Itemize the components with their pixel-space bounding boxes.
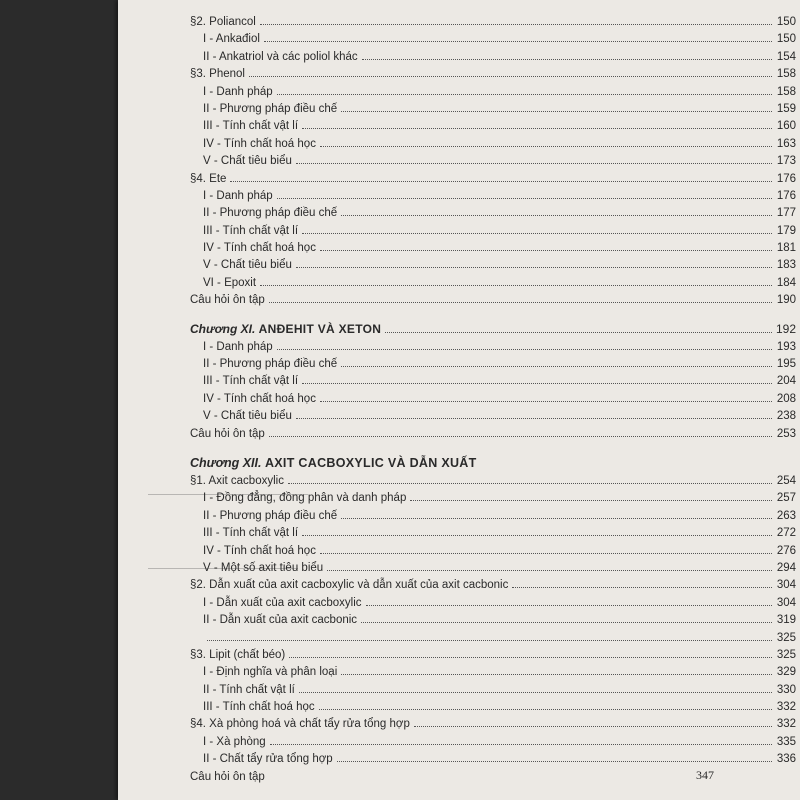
toc-entry-label: V - Chất tiêu biểu: [203, 155, 292, 168]
toc-entry-label: V - Chất tiêu biểu: [203, 259, 292, 272]
toc-subsection-entry: [190, 31, 796, 48]
toc-dot-leader: [269, 301, 772, 303]
toc-entry-label: III - Tính chất hoá học: [203, 701, 315, 714]
toc-dot-leader: [327, 569, 772, 571]
toc-dot-leader: [302, 127, 772, 129]
toc-dot-leader: [207, 639, 772, 641]
toc-subsection-entry: [190, 699, 796, 716]
toc-page-number: 173: [776, 155, 796, 168]
toc-dot-leader: [341, 110, 772, 112]
toc-subsection-entry: [190, 339, 796, 356]
toc-entry-label: Câu hỏi ôn tập: [190, 770, 265, 783]
toc-dot-leader: [288, 482, 772, 484]
toc-subsection-entry: [190, 240, 796, 257]
toc-page-number: 257: [776, 492, 796, 505]
toc-entry-label: II - Ankatriol và các poliol khác: [203, 50, 358, 63]
toc-page-number: 336: [776, 753, 796, 766]
toc-entry-label: §2. Dẫn xuất của axit cacboxylic và dẫn xuất của axit cacbonic: [190, 579, 509, 592]
toc-page-number: 183: [776, 259, 796, 272]
toc-entry-label: III - Tính chất vật lí: [203, 527, 299, 540]
toc-page-number: 238: [776, 410, 796, 423]
toc-page-number: 330: [776, 683, 796, 696]
toc-dot-leader: [277, 197, 772, 199]
toc-dot-leader: [320, 145, 772, 147]
toc-subsection-entry: [190, 391, 796, 408]
toc-entry-label: §3. Phenol: [190, 68, 245, 81]
toc-chapter-label: [190, 319, 385, 339]
toc-section-entry: [190, 292, 796, 309]
toc-page-number: 190: [776, 294, 796, 307]
toc-entry-label: II - Phương pháp điều chế: [203, 509, 338, 522]
toc-dot-leader: [296, 162, 772, 164]
toc-dot-leader: [320, 249, 772, 251]
book-page: [118, 0, 800, 800]
toc-entry-label: IV - Tính chất hoá học: [203, 137, 316, 150]
toc-entry-label: §4. Ete: [190, 172, 227, 185]
toc-dot-leader: [302, 534, 772, 536]
toc-dot-leader: [337, 760, 772, 762]
toc-entry-label: §3. Lipit (chất béo): [190, 648, 286, 661]
toc-section-entry: [190, 66, 796, 83]
toc-page-number: 294: [776, 561, 796, 574]
toc-subsection-entry: [190, 84, 796, 101]
toc-page-number: 332: [776, 701, 796, 714]
toc-entry-label: I - Đồng đẳng, đồng phân và danh pháp: [203, 492, 407, 505]
toc-section-entry: [190, 647, 796, 664]
toc-page-number: 332: [776, 718, 796, 731]
toc-page-number: 158: [776, 85, 796, 98]
toc-page-number: 193: [776, 340, 796, 353]
toc-dot-leader: [385, 331, 772, 333]
toc-dot-leader: [362, 58, 772, 60]
toc-dot-leader: [366, 604, 772, 606]
toc-dot-leader: [230, 180, 772, 182]
toc-subsection-entry: [190, 136, 796, 153]
toc-subsection-entry: [190, 543, 796, 560]
toc-entry-label: §1. Axit cacboxylic: [190, 474, 284, 487]
toc-entry-label: IV - Tính chất hoá học: [203, 544, 316, 557]
toc-entry-label: Câu hỏi ôn tập: [190, 294, 265, 307]
toc-dot-leader: [341, 517, 772, 519]
toc-dot-leader: [296, 417, 772, 419]
toc-page-number: 150: [776, 16, 796, 28]
toc-page-number: 276: [776, 544, 796, 557]
toc-entry-label: V - Một số axit tiêu biểu: [203, 561, 324, 574]
toc-chapter-number: Chương XII.: [190, 455, 262, 470]
toc-section-entry: [190, 473, 796, 490]
toc-subsection-entry: [190, 49, 796, 66]
toc-subsection-entry: [190, 188, 796, 205]
toc-page-number: 204: [776, 375, 796, 388]
toc-chapter-heading: [190, 453, 796, 473]
toc-subsection-entry: [190, 612, 796, 629]
toc-page-number: 263: [776, 509, 796, 522]
toc-page-number: 208: [776, 392, 796, 405]
toc-dot-leader: [264, 40, 772, 42]
toc-dot-leader: [361, 621, 772, 623]
toc-chapter-title: AXIT CACBOXYLIC VÀ DẪN XUẤT: [264, 455, 477, 470]
toc-page-number: 163: [776, 137, 796, 150]
toc-dot-leader: [269, 435, 772, 437]
toc-page-number: 159: [776, 102, 796, 115]
toc-subsection-entry: [190, 595, 796, 612]
toc-dot-leader: [296, 266, 772, 268]
toc-section-entry: [190, 14, 796, 31]
toc-page-number: 325: [776, 648, 796, 661]
toc-page-number: 176: [776, 189, 796, 202]
toc-page-number: 195: [776, 358, 796, 371]
toc-page-number: 181: [776, 242, 796, 255]
toc-entry-label: V - Chất tiêu biểu: [203, 410, 292, 423]
toc-subsection-entry: [190, 101, 796, 118]
toc-subsection-entry: [190, 682, 796, 699]
toc-page-number: 154: [776, 50, 796, 63]
table-of-contents: [190, 14, 796, 786]
toc-entry-label: III - Tính chất vật lí: [203, 375, 299, 388]
toc-entry-label: II - Dẫn xuất của axit cacbonic: [203, 614, 358, 627]
toc-chapter-number: Chương XI.: [190, 321, 256, 336]
toc-entry-label: II - Phương pháp điều chế: [203, 358, 338, 371]
toc-subsection-entry: [190, 205, 796, 222]
toc-entry-label: II - Tính chất vật lí: [203, 683, 295, 696]
toc-subsection-entry: [190, 751, 796, 768]
toc-entry-label: II - Phương pháp điều chế: [203, 102, 338, 115]
toc-section-entry: [190, 426, 796, 443]
toc-page-number: 184: [776, 276, 796, 289]
toc-dot-leader: [512, 586, 772, 588]
toc-entry-label: I - Định nghĩa và phân loại: [203, 666, 338, 679]
toc-subsection-entry: [190, 525, 796, 542]
toc-dot-leader: [302, 232, 772, 234]
toc-page-number: 192: [775, 321, 796, 336]
toc-entry-label: I - Dẫn xuất của axit cacboxylic: [203, 596, 362, 609]
toc-entry-label: I - Xà phòng: [203, 735, 266, 748]
toc-dot-leader: [299, 691, 772, 693]
toc-subsection-entry: [190, 490, 796, 507]
toc-dot-leader: [341, 673, 772, 675]
toc-dot-leader: [260, 23, 772, 25]
toc-entry-label: I - Danh pháp: [203, 340, 273, 353]
toc-dot-leader: [319, 708, 772, 710]
toc-subsection-entry: [190, 118, 796, 135]
toc-page-number: 304: [776, 579, 796, 592]
toc-subsection-entry: [190, 630, 796, 647]
toc-entry-label: §4. Xà phòng hoá và chất tẩy rửa tổng hợp: [190, 718, 410, 731]
toc-dot-leader: [270, 743, 772, 745]
toc-dot-leader: [320, 552, 772, 554]
toc-entry-label: Câu hỏi ôn tập: [190, 427, 265, 440]
toc-entry-label: II - Phương pháp điều chế: [203, 207, 338, 220]
toc-subsection-entry: [190, 223, 796, 240]
toc-dot-leader: [341, 214, 772, 216]
toc-subsection-entry: [190, 734, 796, 751]
toc-subsection-entry: [190, 560, 796, 577]
toc-dot-leader: [277, 93, 772, 95]
toc-subsection-entry: [190, 275, 796, 292]
toc-entry-label: I - Danh pháp: [203, 85, 273, 98]
toc-page-number: 329: [776, 666, 796, 679]
toc-section-entry: [190, 716, 796, 733]
toc-page-number: 158: [776, 68, 796, 81]
toc-entry-label: IV - Tính chất hoá học: [203, 392, 316, 405]
toc-subsection-entry: [190, 356, 796, 373]
toc-dot-leader: [249, 75, 772, 77]
toc-entry-label: IV - Tính chất hoá học: [203, 242, 316, 255]
toc-subsection-entry: [190, 664, 796, 681]
toc-chapter-title: ANĐEHIT VÀ XETON: [258, 321, 382, 336]
toc-subsection-entry: [190, 408, 796, 425]
toc-entry-label: §2. Poliancol: [190, 16, 256, 28]
toc-page-number: 150: [776, 33, 796, 46]
toc-dot-leader: [260, 284, 772, 286]
toc-section-entry: [190, 577, 796, 594]
toc-entry-label: I - Danh pháp: [203, 189, 273, 202]
toc-section-entry: [190, 171, 796, 188]
toc-page-number: 253: [776, 427, 796, 440]
toc-dot-leader: [410, 499, 772, 501]
toc-dot-leader: [341, 365, 772, 367]
toc-subsection-entry: [190, 373, 796, 390]
toc-dot-leader: [289, 656, 772, 658]
toc-page-number: 319: [776, 614, 796, 627]
toc-page-number: 325: [776, 631, 796, 644]
toc-entry-label: II - Chất tẩy rửa tổng hợp: [203, 753, 333, 766]
toc-page-number: 179: [776, 224, 796, 237]
toc-subsection-entry: [190, 257, 796, 274]
toc-entry-label: III - Tính chất vật lí: [203, 120, 299, 133]
toc-page-number: 160: [776, 120, 796, 133]
toc-subsection-entry: [190, 153, 796, 170]
toc-entry-label: VI - Epoxit: [203, 276, 257, 289]
toc-page-number: 272: [776, 527, 796, 540]
toc-dot-leader: [302, 382, 772, 384]
toc-page-number: 254: [776, 474, 796, 487]
toc-dot-leader: [277, 348, 772, 350]
toc-page-number: 304: [776, 596, 796, 609]
toc-chapter-label: [190, 453, 481, 473]
toc-subsection-entry: [190, 508, 796, 525]
page-number: 347: [696, 768, 714, 782]
toc-page-number: 335: [776, 735, 796, 748]
toc-chapter-heading: [190, 319, 796, 339]
toc-page-number: 176: [776, 172, 796, 185]
toc-page-number: 177: [776, 207, 796, 220]
toc-entry-label: III - Tính chất vật lí: [203, 224, 299, 237]
toc-dot-leader: [320, 400, 772, 402]
toc-dot-leader: [414, 725, 772, 727]
toc-entry-label: I - Ankađiol: [203, 33, 260, 46]
